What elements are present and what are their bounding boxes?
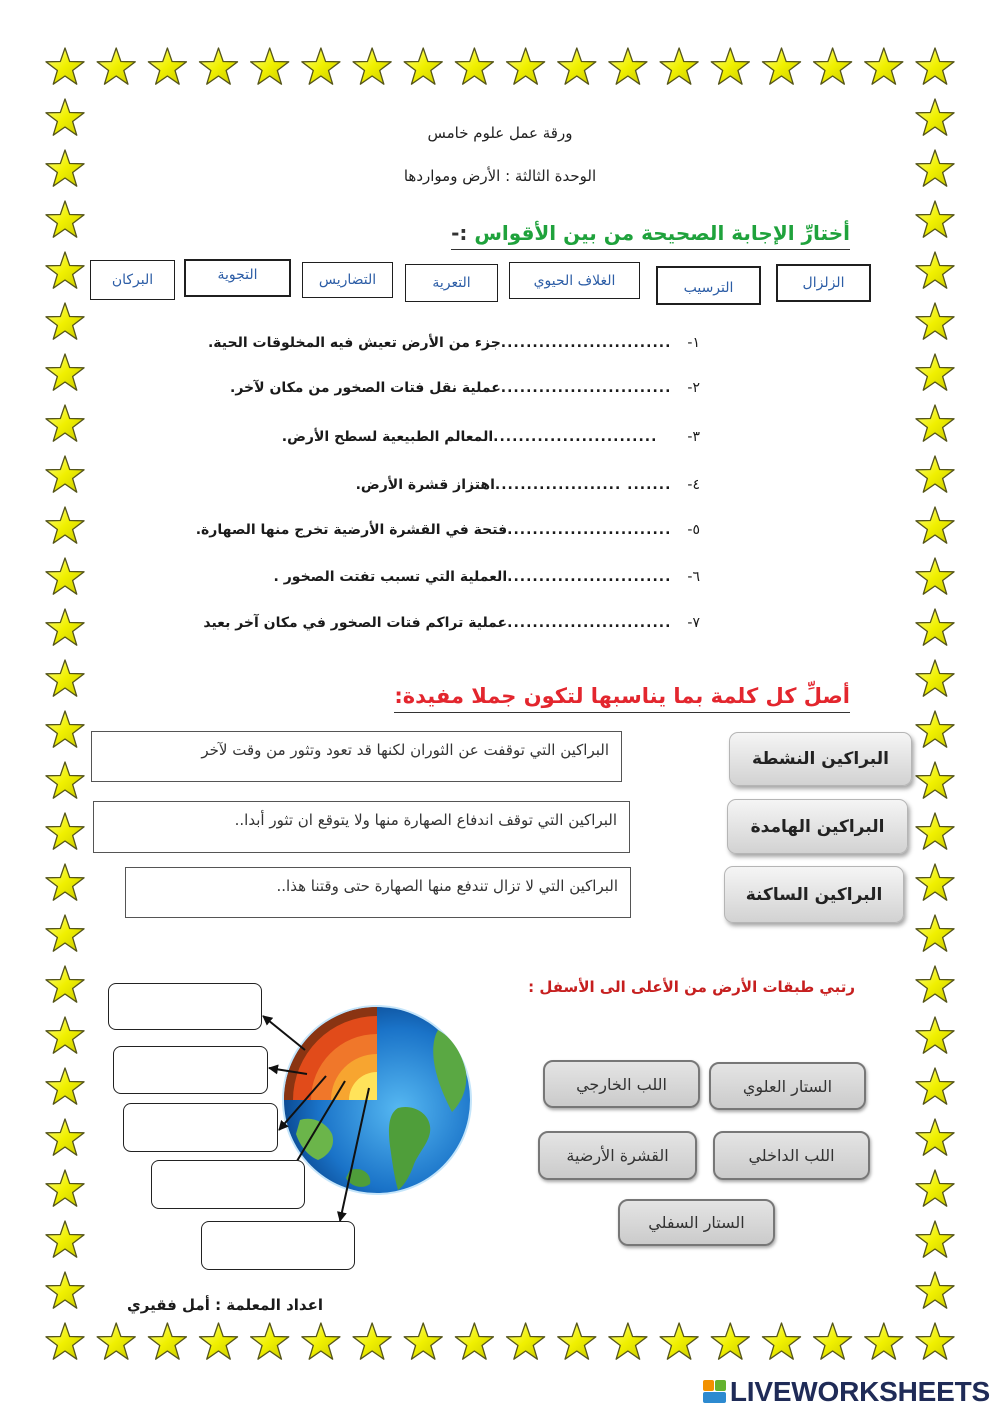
star-border-icon [46,1017,84,1053]
question-row [282,427,700,447]
star-border-icon [46,48,84,84]
star-border-icon [865,48,903,84]
star-border-icon [46,1221,84,1257]
question-number: ٢- [687,380,700,396]
section2-heading: أصلِّ كل كلمة بما يناسبها لتكون جملا مفيدة: [394,683,850,713]
star-border-icon [46,1323,84,1359]
section1-heading [451,220,850,250]
star-border-icon [46,762,84,798]
word-bank-item: الغلاف الحيوي [509,262,640,299]
question-number: ٣- [687,429,700,445]
match-term-button[interactable]: البراكين النشطة [729,732,912,786]
star-border-icon [148,48,186,84]
star-border-icon [46,1119,84,1155]
question-text: فتحة في القشرة الأرضية تخرج منها الصهارة. [195,522,508,538]
question-row [203,613,700,633]
star-border-icon [46,915,84,951]
star-border-icon [46,1170,84,1206]
star-border-icon [251,48,289,84]
star-border-icon [353,48,391,84]
star-border-icon [916,354,954,390]
star-border-icon [46,609,84,645]
star-border-icon [46,864,84,900]
star-border-icon [916,660,954,696]
word-bank-item: التعرية [405,264,498,302]
layer-option-button[interactable]: الستار العلوي [709,1062,866,1110]
star-border-icon [916,609,954,645]
question-text: جزء من الأرض تعيش فيه المخلوقات الحية. [207,335,501,351]
star-border-icon [916,864,954,900]
question-row [196,520,700,540]
star-border-icon [814,48,852,84]
star-border-icon [455,1323,493,1359]
star-border-icon [916,507,954,543]
star-border-icon [251,1323,289,1359]
star-border-icon [916,1170,954,1206]
question-text: اهتزاز قشرة الأرض. [355,477,495,493]
star-border-icon [916,252,954,288]
star-border-icon [507,1323,545,1359]
star-border-icon [148,1323,186,1359]
star-border-icon [762,48,800,84]
star-border-icon [46,252,84,288]
star-border-icon [404,48,442,84]
star-border-icon [916,1221,954,1257]
star-border-icon [916,456,954,492]
layer-option-button[interactable]: القشرة الأرضية [538,1131,697,1180]
star-border-icon [558,48,596,84]
star-border-icon [455,48,493,84]
answer-blank[interactable]: .......................... [507,522,672,538]
question-number: ٥- [687,522,700,538]
question-number: ١- [687,335,700,351]
star-border-icon [46,303,84,339]
question-text: العملية التي تسبب تفتت الصخور . [273,569,508,585]
arrow [263,1016,305,1050]
star-border-icon [46,813,84,849]
match-definition[interactable]: البراكين التي لا تزال تندفع منها الصهارة حتى وقتنا هذا.. [125,867,631,918]
star-border-icon [46,966,84,1002]
star-border-icon [609,1323,647,1359]
star-border-icon [660,1323,698,1359]
liveworksheets-logo-icon [703,1380,727,1404]
word-bank-item: التضاريس [302,262,393,298]
answer-blank[interactable]: .......................... [507,615,672,631]
star-border-icon [916,558,954,594]
star-border-icon [916,1068,954,1104]
star-border-icon [353,1323,391,1359]
word-bank-item: الترسيب [656,266,761,305]
star-border-icon [302,48,340,84]
match-term-button[interactable]: البراكين الساكنة [724,866,904,923]
earth-globe-icon [282,1005,472,1195]
section3-heading: رتبي طبقات الأرض من الأعلى الى الأسفل : [528,978,855,996]
question-text: المعالم الطبيعية لسطح الأرض. [281,429,494,445]
section1-heading-suffix: :- [451,221,475,245]
question-number: ٦- [687,569,700,585]
layer-answer-box[interactable] [123,1103,278,1152]
question-row [274,567,700,587]
star-border-icon [916,303,954,339]
layer-answer-box[interactable] [151,1160,305,1209]
answer-blank[interactable]: ........................... [500,335,672,351]
question-row [208,333,700,353]
teacher-credit: اعداد المعلمة : أمل فقيري [127,1296,323,1314]
star-border-icon [916,1323,954,1359]
match-term-button[interactable]: البراكين الهامدة [727,799,908,854]
star-border-icon [46,558,84,594]
star-border-icon [762,1323,800,1359]
star-border-icon [916,1017,954,1053]
liveworksheets-logo [703,1377,990,1407]
star-border-icon [916,405,954,441]
star-border-icon [660,48,698,84]
star-border-icon [916,711,954,747]
star-border-icon [97,48,135,84]
star-border-icon [302,1323,340,1359]
star-border-icon [46,405,84,441]
match-definition[interactable]: البراكين التي توقف اندفاع الصهارة منها ولا يتوقع ان تثور أبدا.. [93,801,630,853]
star-border-icon [916,762,954,798]
star-border-icon [916,201,954,237]
worksheet-title: ورقة عمل علوم خامس [427,124,573,142]
word-bank-item: البركان [90,260,175,300]
star-border-icon [199,48,237,84]
star-border-icon [97,1323,135,1359]
layer-option-button[interactable]: اللب الداخلي [713,1131,870,1180]
star-border-icon [916,1119,954,1155]
star-border-icon [558,1323,596,1359]
question-number: ٤- [687,477,700,493]
question-text: عملية نقل فتات الصخور من مكان لآخر. [230,380,501,396]
question-row [230,378,700,398]
star-border-icon [199,1323,237,1359]
star-border-icon [507,48,545,84]
layer-answer-box[interactable] [201,1221,355,1270]
star-border-icon [711,48,749,84]
star-border-icon [916,48,954,84]
star-border-icon [916,813,954,849]
star-border-icon [46,660,84,696]
word-bank-item: الزلزال [776,264,871,302]
star-border-icon [46,1068,84,1104]
match-definition[interactable]: البراكين التي توقفت عن الثوران لكنها قد تعود وتثور من وقت لآخر [91,731,622,782]
answer-blank[interactable]: ........................... [500,380,672,396]
answer-blank[interactable]: .......................... [507,569,672,585]
star-border-icon [814,1323,852,1359]
star-border-icon [404,1323,442,1359]
star-border-icon [916,1272,954,1308]
star-border-icon [865,1323,903,1359]
star-border-icon [46,507,84,543]
answer-blank[interactable]: ....... .................... [494,477,672,493]
star-border-icon [711,1323,749,1359]
question-row [356,475,700,495]
section1-heading-text: أختارِّ الإجابة الصحيحة من بين الأقواس [474,221,850,245]
layer-option-button[interactable]: الستار السفلي [618,1199,775,1246]
question-text: عملية تراكم فتات الصخور في مكان آخر بعيد [203,615,508,631]
layer-answer-box[interactable] [113,1046,268,1094]
star-border-icon [916,915,954,951]
answer-blank[interactable]: .......................... [493,429,658,445]
layer-option-button[interactable]: اللب الخارجي [543,1060,700,1108]
star-border-icon [46,354,84,390]
star-border-icon [46,456,84,492]
word-bank-item: التجوية [184,259,291,297]
star-border-icon [46,201,84,237]
star-border-icon [916,966,954,1002]
star-border-icon [46,1272,84,1308]
liveworksheets-logo-text: LIVEWORKSHEETS [729,1376,990,1407]
star-border-icon [609,48,647,84]
unit-title: الوحدة الثالثة : الأرض ومواردها [403,167,597,185]
question-number: ٧- [687,615,700,631]
layer-answer-box[interactable] [108,983,262,1030]
star-border-icon [46,711,84,747]
